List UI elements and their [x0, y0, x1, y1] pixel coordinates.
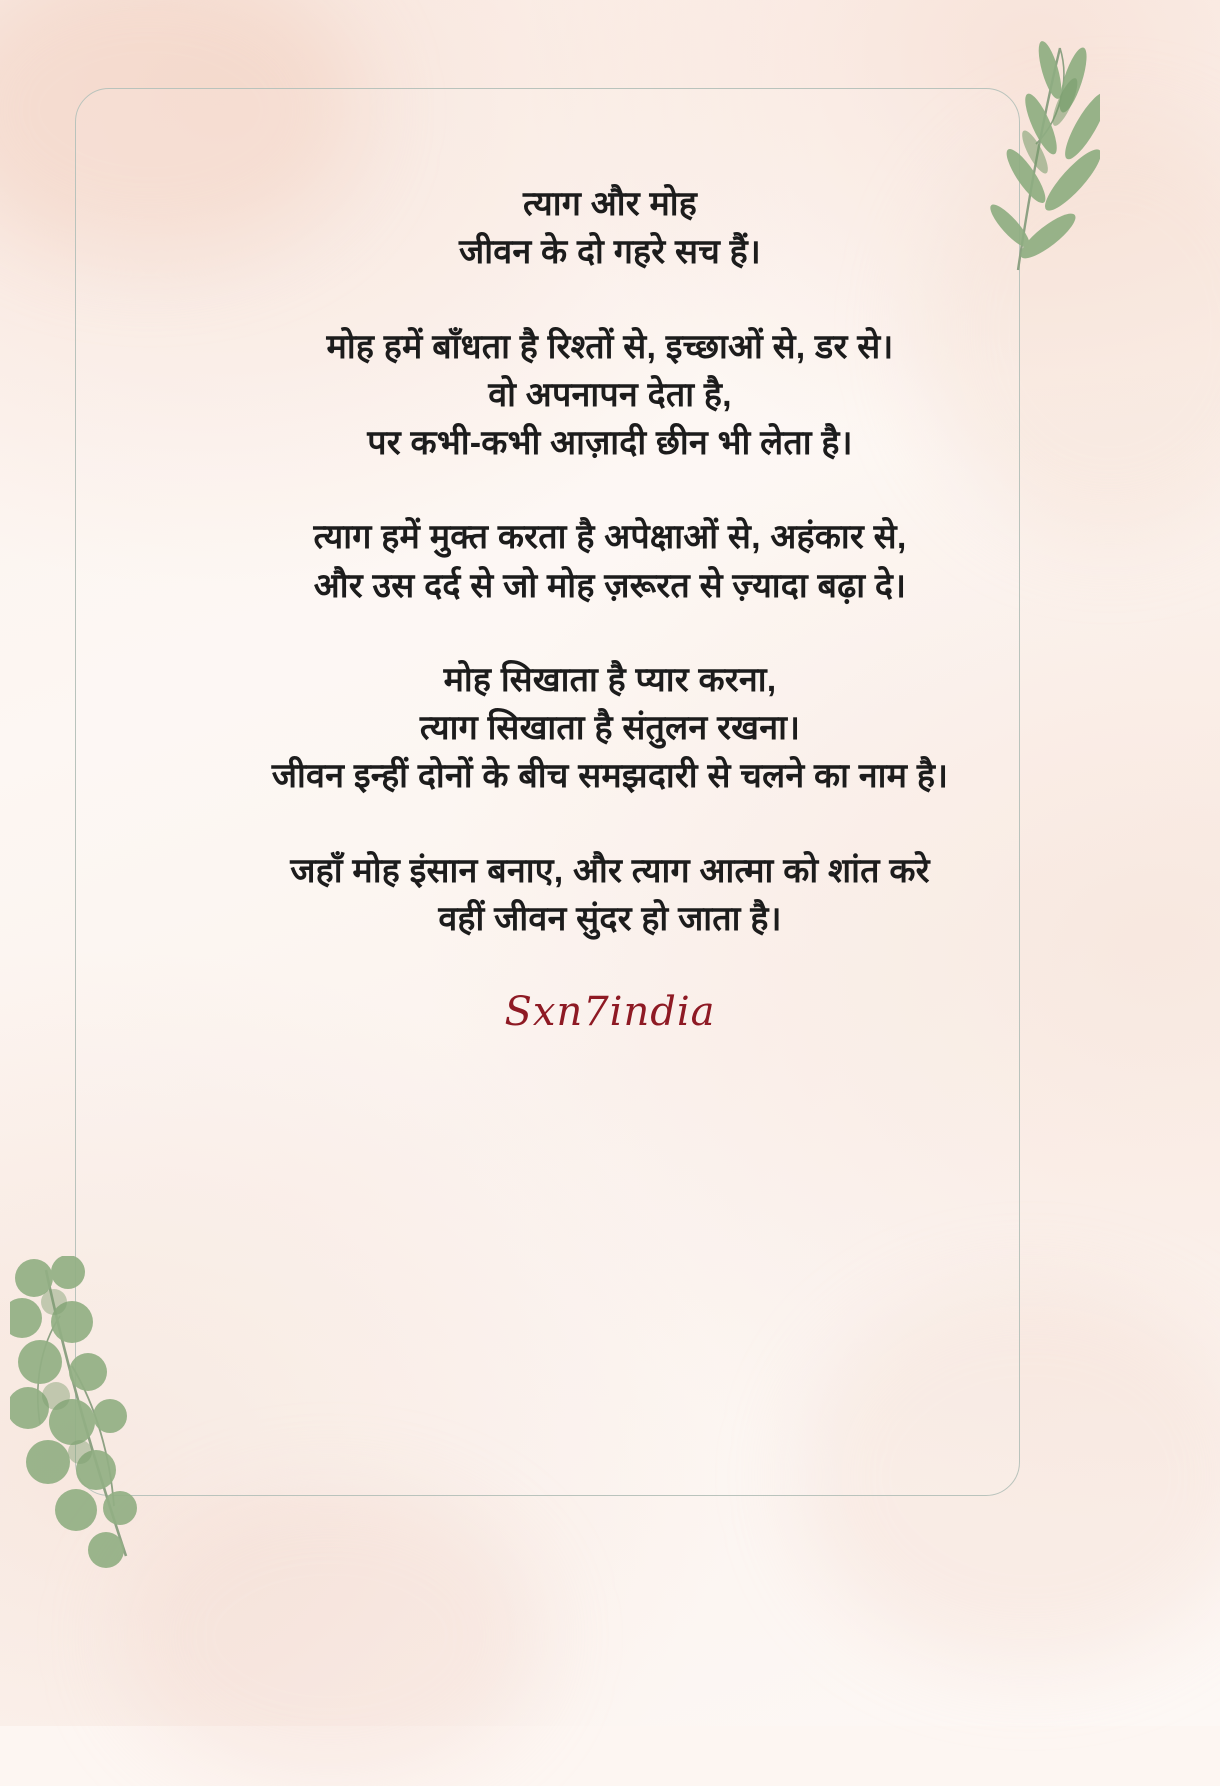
- stanza-3: [90, 513, 1130, 610]
- poem-line: जीवन इन्हीं दोनों के बीच समझदारी से चलने का नाम है।: [271, 757, 949, 796]
- poem-line: त्याग और मोह: [522, 185, 698, 223]
- stanza-1: [90, 180, 1130, 277]
- poem-line: और उस दर्द से जो मोह ज़रूरत से ज़्यादा बढ़ा दे।: [313, 566, 907, 605]
- poem-line: वहीं जीवन सुंदर हो जाता है।: [438, 899, 782, 938]
- poem-line: त्याग सिखाता है संतुलन रखना।: [419, 709, 801, 748]
- poem-line: जीवन के दो गहरे सच हैं।: [458, 233, 762, 272]
- stanza-4: [90, 656, 1130, 801]
- poem-line: पर कभी-कभी आज़ादी छीन भी लेता है।: [367, 424, 853, 463]
- signature: Sxn7india: [504, 989, 716, 1036]
- poem-body: [90, 180, 1130, 1035]
- stanza-2: [90, 323, 1130, 468]
- poem-line: त्याग हमें मुक्त करता है अपेक्षाओं से, अहंकार से,: [313, 518, 907, 557]
- stanza-5: [90, 847, 1130, 944]
- poem-line: मोह हमें बाँधता है रिश्तों से, इच्छाओं से, डर से।: [326, 327, 894, 366]
- poem-line: वो अपनापन देता है,: [488, 375, 732, 414]
- poem-line: मोह सिखाता है प्यार करना,: [443, 660, 777, 699]
- watercolor-wash-bottom-left: [120, 1486, 540, 1786]
- poem-line: जहाँ मोह इंसान बनाए, और त्याग आत्मा को शांत करे: [290, 851, 930, 890]
